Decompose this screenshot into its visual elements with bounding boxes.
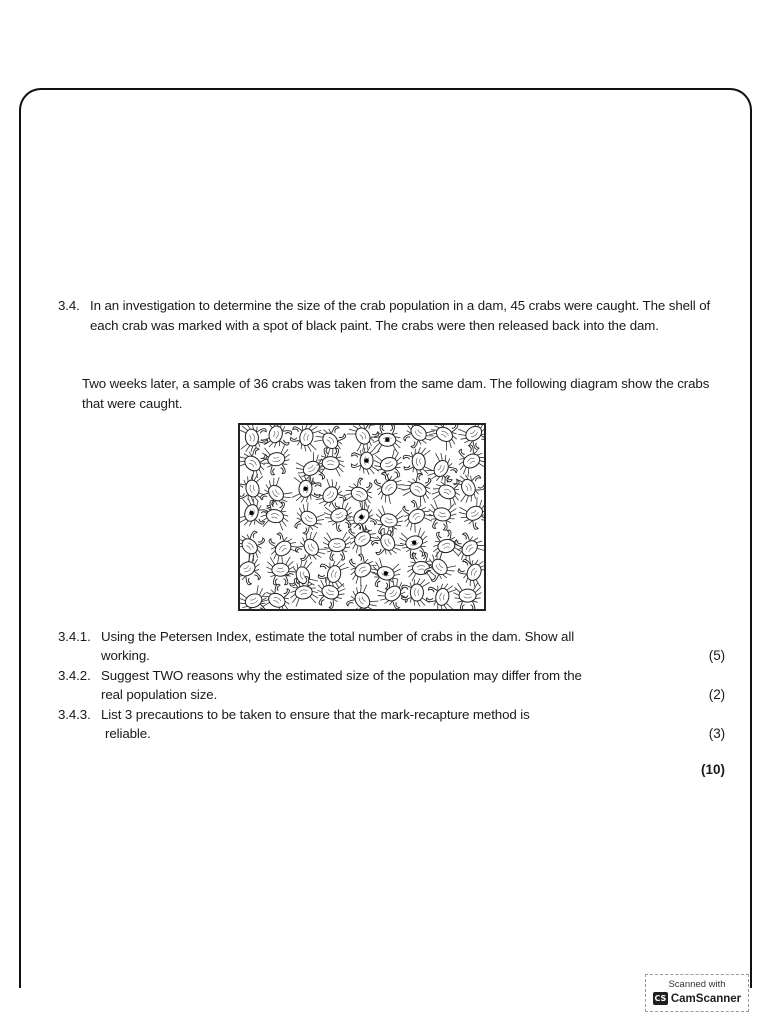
crab-sketch	[371, 448, 406, 483]
subquestion-number: 3.4.2.	[58, 668, 91, 683]
crab-sketch	[312, 425, 351, 460]
crab-sketch	[452, 441, 484, 478]
total-marks: (10)	[700, 762, 725, 777]
crab-sketch	[372, 505, 406, 539]
crab-sketch	[425, 580, 458, 609]
scanner-brand: CamScanner	[670, 992, 742, 1005]
crab-sketch	[240, 526, 270, 565]
crab-sketch	[323, 532, 351, 560]
crab-sketch	[454, 583, 482, 609]
subquestion-number: 3.4.3.	[58, 707, 91, 722]
crab-drawing-icon	[240, 425, 484, 609]
crab-sketch	[402, 446, 432, 476]
subquestion-3-4-1	[58, 627, 728, 665]
crab-sketch	[429, 472, 466, 509]
subquestion-text: List 3 precautions to be taken to ensure that the mark-recapture method is	[101, 707, 530, 722]
crab-sketch	[345, 425, 383, 455]
crab-sketch	[240, 551, 267, 589]
crab-sketch	[455, 425, 484, 454]
crab-sketch	[396, 496, 435, 535]
question-number: 3.4.	[58, 298, 80, 313]
camscanner-logo-icon: CS	[654, 994, 667, 1003]
crab-sketch	[400, 469, 438, 507]
crab-sketch	[266, 557, 294, 585]
crab-sketch	[373, 425, 401, 453]
subquestion-3-4-3	[58, 705, 728, 743]
crab-sketch	[368, 524, 405, 561]
crab-sketch	[240, 496, 270, 532]
question-intro-text: In an investigation to determine the size of the crab population in a dam, 45 crabs were caught. The shell of each crab was marked with a spot of black paint. The crabs were then released back into the dam.	[90, 298, 711, 333]
subquestion-text-cont: working.	[101, 648, 150, 663]
crab-sketch	[456, 495, 484, 533]
crab-sample-figure	[238, 423, 486, 611]
subquestion-marks: (2)	[708, 687, 725, 702]
crab-sketch	[289, 500, 328, 539]
crab-sketch	[369, 467, 408, 506]
crab-sketch	[240, 425, 269, 453]
crab-sketch	[316, 557, 349, 591]
subquestion-text: Using the Petersen Index, estimate the total number of crabs in the dam. Show all	[101, 629, 575, 644]
crab-sketch	[288, 425, 322, 454]
subquestion-text-cont: reliable.	[105, 726, 151, 741]
crab-sketch	[351, 446, 380, 475]
paint-mark	[385, 438, 389, 442]
subquestion-3-4-2	[58, 666, 728, 704]
crab-sketch	[263, 528, 302, 567]
subquestion-number: 3.4.1.	[58, 629, 91, 644]
crab-sketch	[261, 445, 293, 476]
question-intro	[58, 296, 728, 335]
subquestion-marks: (3)	[708, 726, 725, 741]
crab-sketch	[291, 529, 329, 567]
question-second-paragraph: Two weeks later, a sample of 36 crabs was taken from the same dam. The following diagram show the crabs that were caught.	[82, 376, 710, 411]
scanner-caption: Scanned with	[668, 979, 726, 990]
subquestion-text: Suggest TWO reasons why the estimated size of the population may differ from the	[101, 668, 582, 683]
subquestion-text-cont: real population size.	[101, 687, 218, 702]
crab-sketch	[259, 499, 291, 531]
camscanner-badge	[645, 974, 749, 1012]
subquestion-marks: (5)	[708, 648, 725, 663]
